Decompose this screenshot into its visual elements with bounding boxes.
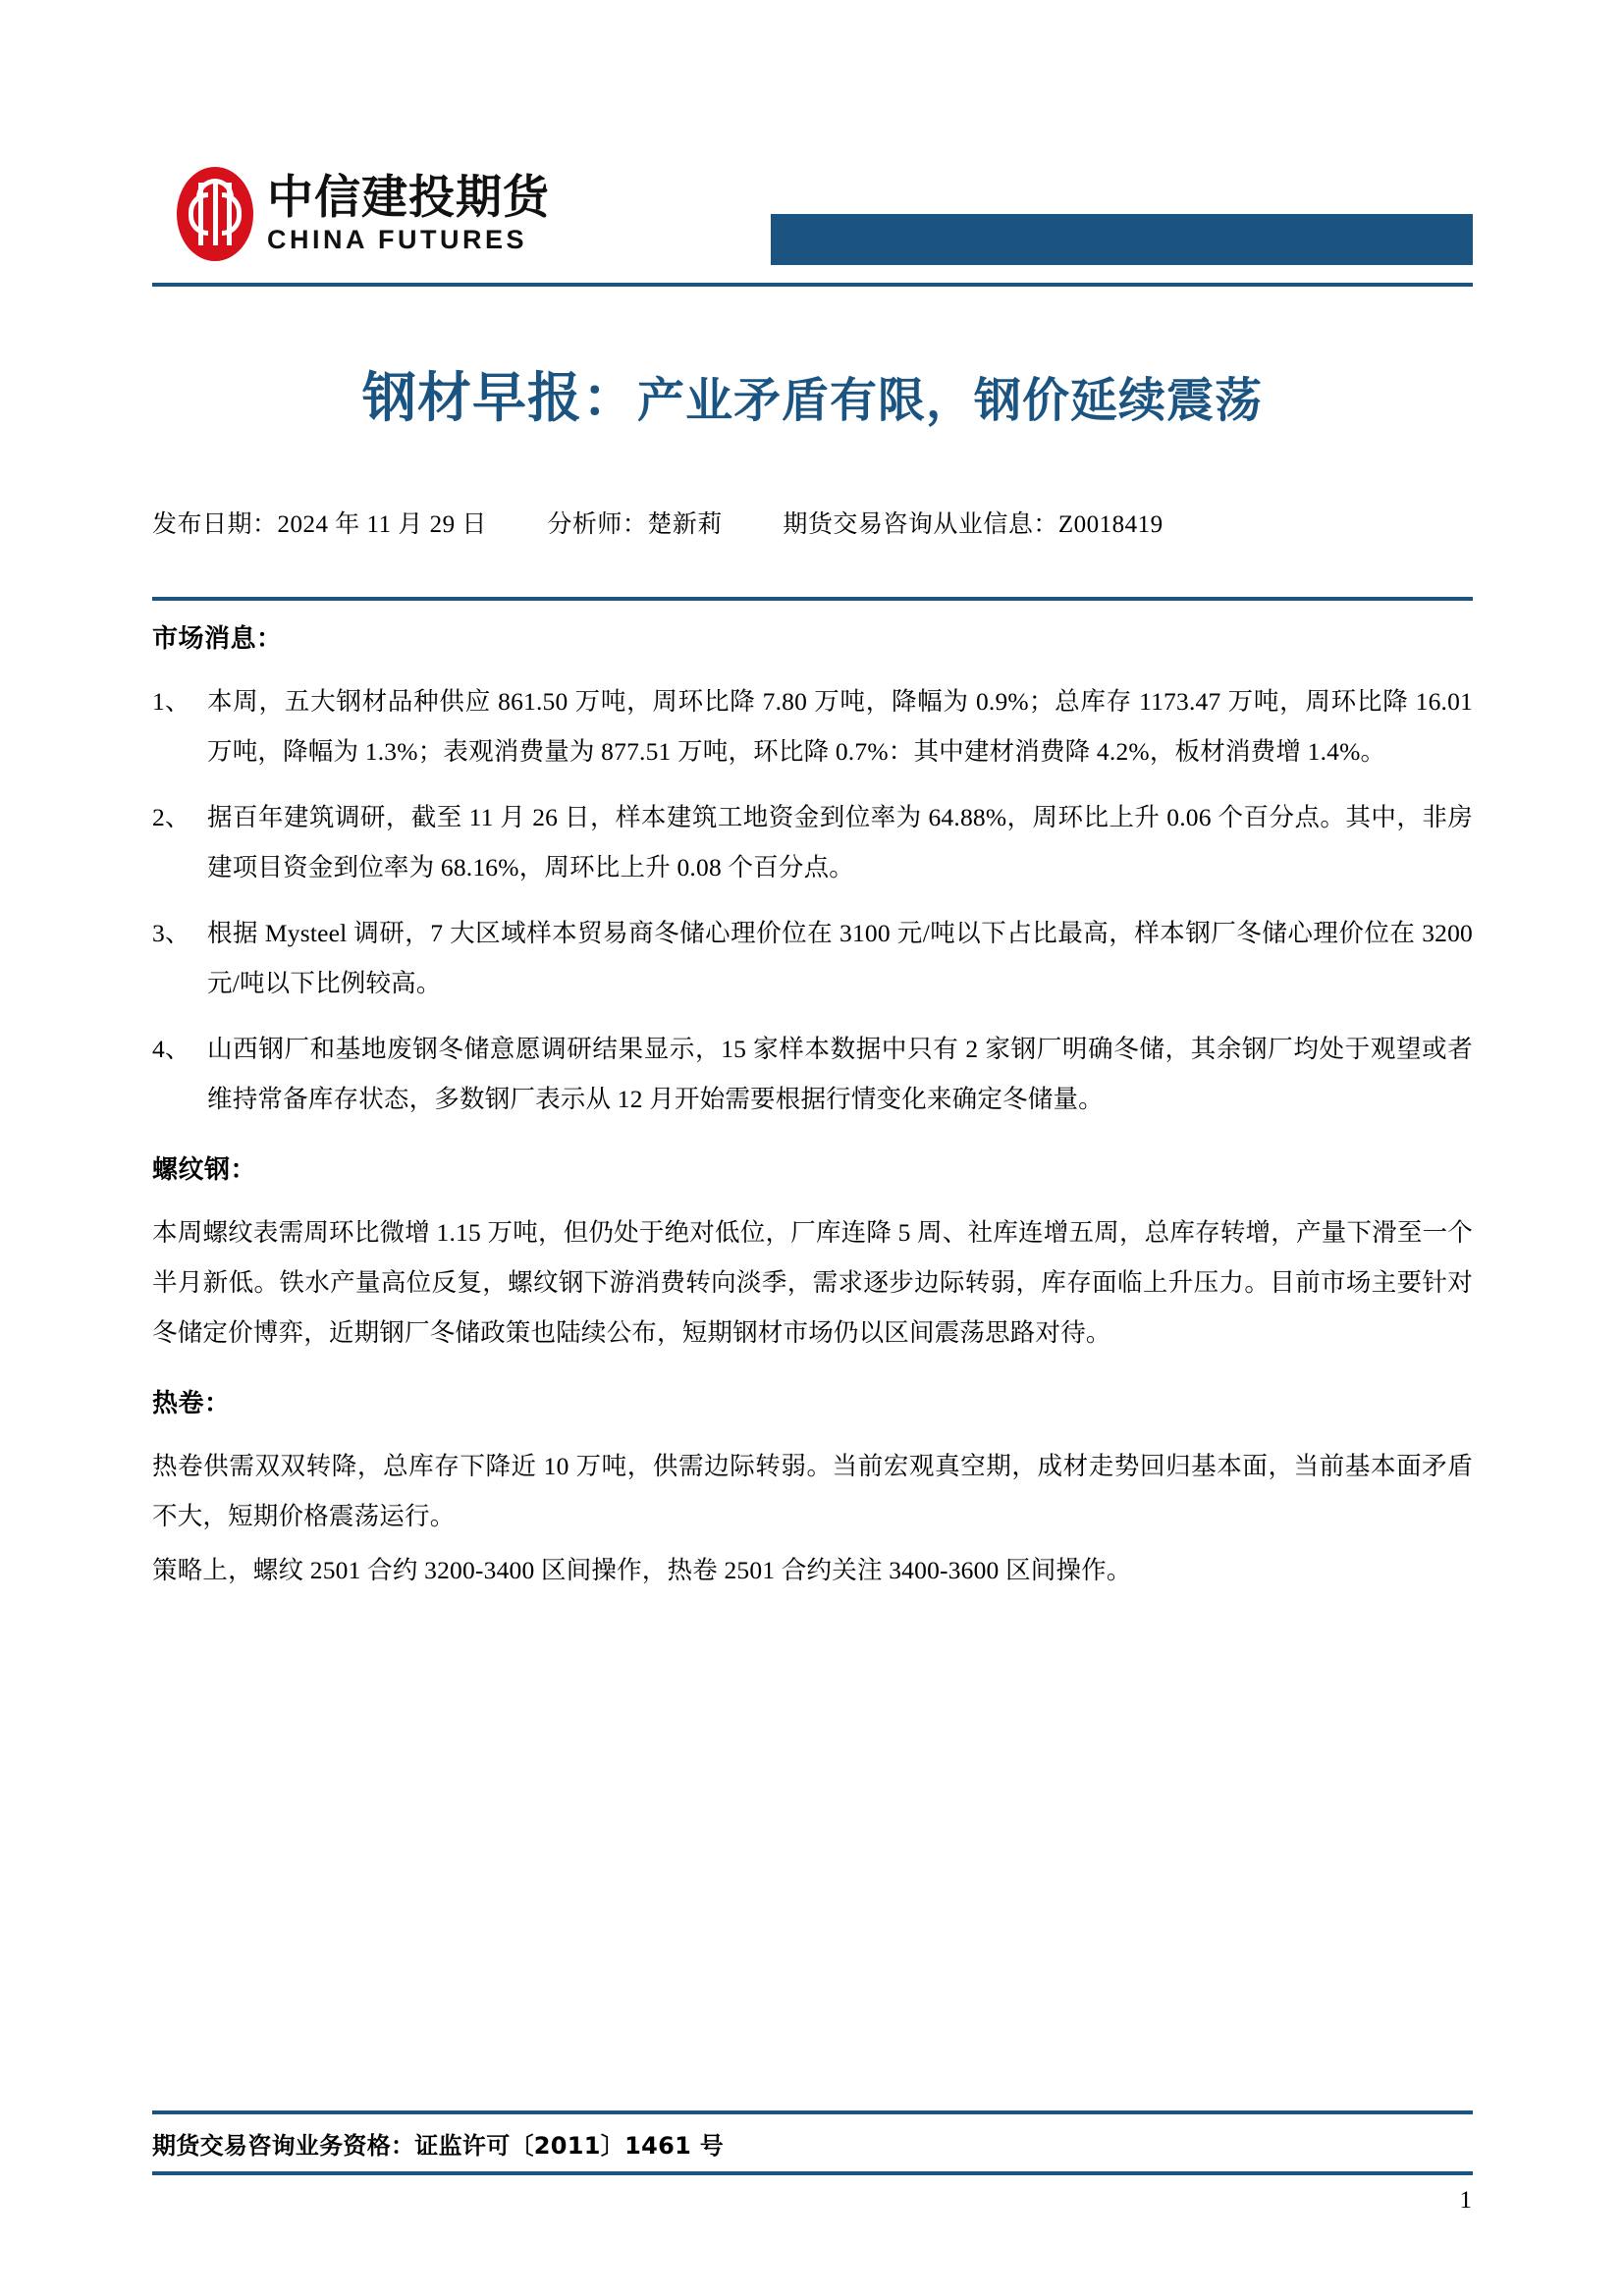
header-accent-bar: [771, 214, 1473, 265]
footer-divider-bottom: [152, 2171, 1473, 2175]
list-item: [152, 908, 1473, 1008]
page-title-main: 钢材早报：: [361, 366, 637, 429]
list-item-number: 4、: [152, 1035, 190, 1063]
section-heading-hrc: 热卷：: [152, 1389, 231, 1418]
document-header: [152, 157, 1473, 280]
list-item-text: 本周，五大钢材品种供应 861.50 万吨，周环比降 7.80 万吨，降幅为 0.9%；总库存 1173.47 万吨，周环比降 16.01 万吨，降幅为 1.3%；表观消费量为 877.51 万吨，环比降 0.7%：其中建材消费降 4.2%，板材消费增 1.4%。: [207, 687, 1473, 766]
company-name-en: CHINA FUTURES: [267, 225, 527, 254]
section-body-strategy: 策略上，螺纹 2501 合约 3200-3400 区间操作，热卷 2501 合约关注 3400-3600 区间操作。: [152, 1556, 1132, 1584]
header-divider: [152, 283, 1473, 287]
list-item-text: 据百年建筑调研，截至 11 月 26 日，样本建筑工地资金到位率为 64.88%，周环比上升 0.06 个百分点。其中，非房建项目资金到位率为 68.16%，周环比上升 0.08 个百分点。: [207, 803, 1473, 881]
list-item: [152, 1024, 1473, 1124]
section-heading-rebar: 螺纹钢：: [152, 1155, 257, 1185]
list-item: [152, 792, 1473, 892]
section-body-hrc: 热卷供需双双转降，总库存下降近 10 万吨，供需边际转弱。当前宏观真空期，成材走势回归基本面，当前基本面矛盾不大，短期价格震荡运行。: [152, 1452, 1473, 1530]
section-hrc: [152, 1383, 1473, 1595]
section-rebar: [152, 1149, 1473, 1358]
page-number: 1: [1459, 2187, 1472, 2214]
publish-date: 发布日期：2024 年 11 月 29 日: [152, 511, 487, 538]
citic-logo-icon: [177, 167, 253, 261]
list-item-number: 1、: [152, 687, 190, 716]
list-item-text: 根据 Mysteel 调研，7 大区域样本贸易商冬储心理价位在 3100 元/吨以下占比最高，样本钢厂冬储心理价位在 3200 元/吨以下比例较高。: [207, 919, 1473, 997]
company-logo-text: [267, 171, 550, 254]
list-item-number: 2、: [152, 803, 190, 831]
section-body-rebar: 本周螺纹表需周环比微增 1.15 万吨，但仍处于绝对低位，厂库连降 5 周、社库连增五周，总库存转增，产量下滑至一个半月新低。铁水产量高位反复，螺纹钢下游消费转向淡季，需求逐步边际转弱，库存面临上升压力。目前市场主要针对冬储定价博弈，近期钢厂冬储政策也陆续公布，短期钢材市场仍以区间震荡思路对待。: [152, 1218, 1473, 1347]
page-title: [152, 366, 1473, 429]
footer-divider-top: [152, 2110, 1473, 2114]
company-name-cn: 中信建投期货: [267, 171, 550, 225]
document-body: [152, 618, 1473, 1621]
meta-divider: [152, 597, 1473, 601]
footer-qualification: 期货交易咨询业务资格：证监许可〔2011〕1461 号: [152, 2132, 725, 2160]
document-meta: [152, 505, 1473, 540]
list-item: [152, 676, 1473, 776]
company-logo: [177, 167, 550, 261]
section-heading-market-news: 市场消息：: [152, 624, 283, 654]
list-item-number: 3、: [152, 919, 190, 947]
page-title-sub: 产业矛盾有限，钢价延续震荡: [637, 373, 1264, 428]
license-number: 期货交易咨询从业信息：Z0018419: [783, 511, 1164, 538]
market-news-list: [152, 676, 1473, 1124]
analyst-name: 分析师：楚新莉: [547, 511, 723, 538]
list-item-text: 山西钢厂和基地废钢冬储意愿调研结果显示，15 家样本数据中只有 2 家钢厂明确冬储，其余钢厂均处于观望或者维持常备库存状态，多数钢厂表示从 12 月开始需要根据行情变化来确定冬储量。: [207, 1035, 1473, 1113]
